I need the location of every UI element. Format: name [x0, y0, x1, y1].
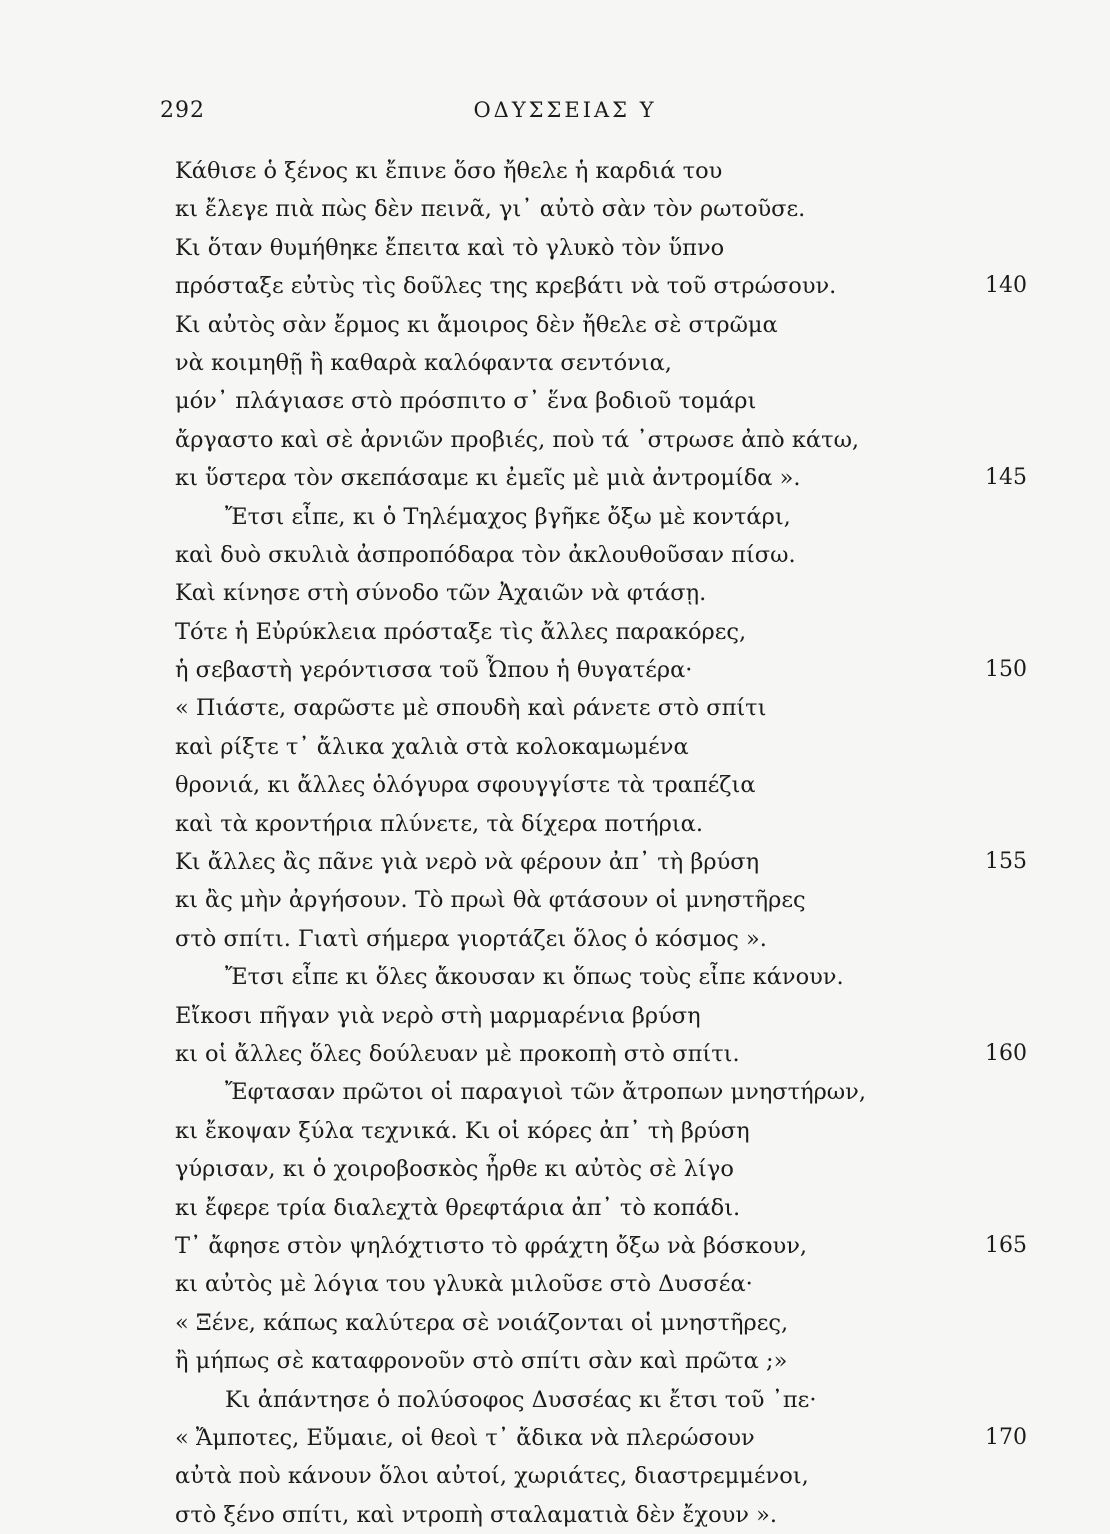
verse-text: νὰ κοιμηθῇ ἢ καθαρὰ καλόφαντα σεντόνια, — [175, 349, 672, 376]
line-number: 155 — [985, 849, 1027, 875]
verse-text: ἄργαστο καὶ σὲ ἀρνιῶν προβιές, ποὺ τά ᾿στρωσε ἀπὸ κάτω, — [175, 426, 860, 453]
verse-line — [175, 1150, 975, 1188]
verse-line — [175, 651, 1027, 689]
verse-line — [175, 344, 975, 382]
verse-line — [175, 421, 975, 459]
verse-text: Κι ὅταν θυμήθηκε ἔπειτα καὶ τὸ γλυκὸ τὸν ὕπνο — [175, 234, 725, 261]
verse-line — [175, 997, 975, 1035]
verse-line — [175, 498, 975, 536]
verse-line — [175, 1419, 1027, 1457]
line-number: 170 — [985, 1424, 1027, 1450]
verse-line — [175, 190, 975, 228]
verse-text: κι οἱ ἄλλες ὅλες δούλευαν μὲ προκοπὴ στὸ σπίτι. — [175, 1040, 740, 1067]
poem — [175, 152, 1027, 1534]
verse-line — [175, 766, 975, 804]
verse-line — [175, 1265, 975, 1303]
verse-line — [175, 1457, 975, 1495]
verse-line — [175, 459, 1027, 497]
line-number: 160 — [985, 1040, 1027, 1066]
verse-text: στὸ σπίτι. Γιατὶ σήμερα γιορτάζει ὅλος ὁ κόσμος ». — [175, 925, 767, 952]
verse-line — [175, 229, 975, 267]
verse-text: κι ἂς μὴν ἀργήσουν. Τὸ πρωὶ θὰ φτάσουν οἱ μνηστῆρες — [175, 887, 806, 914]
verse-text: Τότε ἡ Εὐρύκλεια πρόσταξε τὶς ἄλλες παρακόρες, — [175, 618, 747, 645]
verse-line — [175, 920, 975, 958]
verse-line — [175, 728, 975, 766]
verse-line — [175, 1112, 975, 1150]
verse-text: Καὶ κίνησε στὴ σύνοδο τῶν Ἀχαιῶν νὰ φτάσῃ. — [175, 580, 707, 607]
verse-line — [175, 1304, 975, 1342]
verse-text: Τ᾿ ἄφησε στὸν ψηλόχτιστο τὸ φράχτη ὄξω νὰ βόσκουν, — [175, 1232, 808, 1259]
verse-line — [175, 382, 975, 420]
verse-line — [175, 574, 975, 612]
verse-line — [175, 152, 975, 190]
line-number: 140 — [985, 273, 1027, 299]
verse-line — [175, 958, 975, 996]
verse-text: γύρισαν, κι ὁ χοιροβοσκὸς ἦρθε κι αὐτὸς σὲ λίγο — [175, 1156, 734, 1183]
verse-line — [175, 1496, 975, 1534]
verse-line — [175, 881, 975, 919]
verse-text: Κάθισε ὁ ξένος κι ἔπινε ὅσο ἤθελε ἡ καρδιά του — [175, 158, 723, 184]
verse-line — [175, 306, 975, 344]
verse-text: ἢ μήπως σὲ καταφρονοῦν στὸ σπίτι σὰν καὶ πρῶτα ;» — [175, 1348, 788, 1375]
verse-line — [175, 536, 975, 574]
verse-text: αὐτὰ ποὺ κάνουν ὅλοι αὐτοί, χωριάτες, διαστρεμμένοι, — [175, 1463, 809, 1490]
line-number: 165 — [985, 1232, 1027, 1258]
verse-text: καὶ τὰ κροντήρια πλύνετε, τὰ δίχερα ποτήρια. — [175, 810, 704, 837]
verse-text: μόν᾿ πλάγιασε στὸ πρόσπιτο σ᾿ ἕνα βοδιοῦ τομάρι — [175, 388, 757, 415]
verse-text: Κι ἄλλες ἂς πᾶνε γιὰ νερὸ νὰ φέρουν ἀπ᾿ τὴ βρύση — [175, 849, 760, 876]
verse-line — [175, 267, 1027, 305]
verse-text: κι ὕστερα τὸν σκεπάσαμε κι ἐμεῖς μὲ μιὰ ἀντρομίδα ». — [175, 465, 801, 492]
verse-line — [175, 689, 975, 727]
running-head: ΟΔΥΣΣΕΙΑΣ Υ — [473, 98, 657, 122]
verse-text: στὸ ξένο σπίτι, καὶ ντροπὴ σταλαματιὰ δὲν ἔχουν ». — [175, 1501, 778, 1528]
verse-text: Ἔφτασαν πρῶτοι οἱ παραγιοὶ τῶν ἄτροπων μνηστήρων, — [225, 1079, 866, 1106]
verse-text: « Ἄμποτες, Εὔμαιε, οἱ θεοὶ τ᾿ ἄδικα νὰ πλερώσουν — [175, 1424, 755, 1451]
verse-text: κι ἔλεγε πιὰ πὼς δὲν πεινᾶ, γι᾿ αὐτὸ σὰν τὸν ρωτοῦσε. — [175, 196, 806, 223]
verse-line — [175, 1035, 1027, 1073]
verse-text: « Πιάστε, σαρῶστε μὲ σπουδὴ καὶ ράνετε στὸ σπίτι — [175, 695, 767, 722]
verse-text: Κι αὐτὸς σὰν ἔρμος κι ἄμοιρος δὲν ἤθελε σὲ στρῶμα — [175, 311, 778, 338]
page-number: 292 — [160, 98, 205, 123]
verse-line — [175, 1073, 975, 1111]
verse-line — [175, 1227, 1027, 1265]
verse-text: Ἔτσι εἶπε, κι ὁ Τηλέμαχος βγῆκε ὄξω μὲ κοντάρι, — [225, 503, 791, 530]
verse-text: θρονιά, κι ἄλλες ὁλόγυρα σφουγγίστε τὰ τραπέζια — [175, 772, 756, 799]
line-number: 150 — [985, 657, 1027, 683]
verse-line — [175, 1342, 975, 1380]
verse-text: Εἴκοσι πῆγαν γιὰ νερὸ στὴ μαρμαρένια βρύση — [175, 1002, 701, 1029]
verse-text: καὶ ρίξτε τ᾿ ἄλικα χαλιὰ στὰ κολοκαμωμένα — [175, 733, 689, 760]
verse-text: ἡ σεβαστὴ γερόντισσα τοῦ Ὦπου ἡ θυγατέρα· — [175, 657, 693, 684]
verse-line — [175, 805, 975, 843]
verse-line — [175, 843, 1027, 881]
verse-line — [175, 1189, 975, 1227]
verse-text: πρόσταξε εὐτὺς τὶς δοῦλες της κρεβάτι νὰ τοῦ στρώσουν. — [175, 273, 837, 300]
verse-text: Ἔτσι εἶπε κι ὅλες ἄκουσαν κι ὅπως τοὺς εἶπε κάνουν. — [225, 964, 844, 991]
verse-text: Κι ἀπάντησε ὁ πολύσοφος Δυσσέας κι ἔτσι τοῦ ᾿πε· — [225, 1386, 817, 1413]
verse-text: κι αὐτὸς μὲ λόγια του γλυκὰ μιλοῦσε στὸ Δυσσέα· — [175, 1271, 753, 1298]
verse-line — [175, 613, 975, 651]
verse-line — [175, 1381, 975, 1419]
verse-text: « Ξένε, κάπως καλύτερα σὲ νοιάζονται οἱ μνηστῆρες, — [175, 1309, 789, 1336]
verse-text: κι ἔκοψαν ξύλα τεχνικά. Κι οἱ κόρες ἀπ᾿ τὴ βρύση — [175, 1117, 750, 1144]
verse-text: κι ἔφερε τρία διαλεχτὰ θρεφτάρια ἀπ᾿ τὸ κοπάδι. — [175, 1194, 741, 1221]
line-number: 145 — [985, 465, 1027, 491]
verse-text: καὶ δυὸ σκυλιὰ ἀσπροπόδαρα τὸν ἀκλουθοῦσαν πίσω. — [175, 541, 796, 568]
